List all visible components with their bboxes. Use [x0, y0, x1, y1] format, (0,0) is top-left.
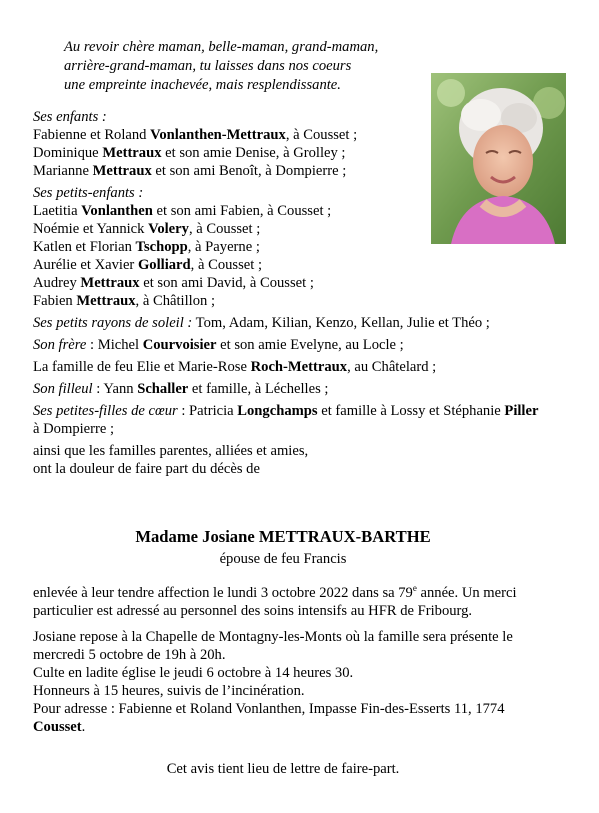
- closing-line: ainsi que les familles parentes, alliées et amies,: [33, 443, 309, 459]
- paragraph-text: année. Un merci particulier est adressé au personnel des soins intensifs au HFR de Fribourg.: [33, 585, 517, 619]
- relative-name: Roch-Mettraux: [250, 359, 348, 375]
- address-line: [33, 700, 545, 736]
- relative-text: : Patricia: [177, 403, 238, 419]
- godson-entry: [33, 380, 543, 398]
- announcement-body: [33, 584, 545, 736]
- relative-name: Longchamps: [237, 403, 318, 419]
- relative-text: à Dompierre ;: [33, 421, 115, 437]
- list-item: [33, 238, 543, 256]
- paragraph-text: enlevée à leur tendre affection le lundi 3 octobre 2022 dans sa 79: [33, 585, 413, 601]
- relative-name: Tschopp: [135, 239, 188, 255]
- relative-name: Mettraux: [92, 163, 152, 179]
- intro-line: arrière-grand-maman, tu laisses dans nos coeurs: [64, 58, 352, 74]
- relative-text: Aurélie et Xavier: [33, 257, 138, 273]
- paragraph: [33, 584, 545, 620]
- relative-text: Noémie et Yannick: [33, 221, 149, 237]
- relative-name: Mettraux: [102, 145, 162, 161]
- address-city: Cousset: [33, 719, 82, 735]
- relative-name: Mettraux: [80, 275, 140, 291]
- rays-names: Tom, Adam, Kilian, Kenzo, Kellan, Julie et Théo ;: [192, 315, 490, 331]
- list-item: [33, 144, 543, 162]
- relative-text: , au Châtelard ;: [347, 359, 437, 375]
- relative-text: : Yann: [92, 381, 138, 397]
- children-heading: Ses enfants :: [33, 109, 107, 125]
- relative-text: , à Cousset ;: [190, 257, 263, 273]
- late-family-entry: [33, 358, 543, 376]
- relative-text: et son ami Benoît, à Dompierre ;: [151, 163, 347, 179]
- relative-text: Fabien: [33, 293, 77, 309]
- intro-line: une empreinte inachevée, mais resplendissante.: [64, 77, 341, 93]
- deceased-name: Madame Josiane METTRAUX-BARTHE: [135, 527, 431, 546]
- relative-text: et son amie Denise, à Grolley ;: [161, 145, 346, 161]
- hearts-heading: Ses petites-filles de cœur: [33, 403, 178, 419]
- relative-text: Laetitia: [33, 203, 82, 219]
- family-list: [33, 108, 543, 478]
- brother-entry: [33, 336, 543, 354]
- relative-text: Dominique: [33, 145, 103, 161]
- relative-text: La famille de feu Elie et Marie-Rose: [33, 359, 251, 375]
- relative-text: et son ami Fabien, à Cousset ;: [152, 203, 332, 219]
- ordinal-suffix: e: [412, 583, 417, 594]
- list-item: [33, 162, 543, 180]
- intro-verse: [64, 38, 424, 95]
- relative-name: Vonlanthen-Mettraux: [150, 127, 286, 143]
- relative-name: Courvoisier: [142, 337, 217, 353]
- address-text: .: [81, 719, 86, 735]
- relative-text: Audrey: [33, 275, 81, 291]
- relative-text: Marianne: [33, 163, 93, 179]
- deceased-subtitle: épouse de feu Francis: [219, 551, 347, 567]
- relative-text: et famille à Lossy et Stéphanie: [317, 403, 505, 419]
- relative-name: Volery: [148, 221, 189, 237]
- relative-name: Mettraux: [76, 293, 136, 309]
- relative-name: Piller: [504, 403, 539, 419]
- paragraph-text: Josiane repose à la Chapelle de Montagny-les-Monts où la famille sera présente le mercredi 5 octobre de 19h à 20h.: [33, 629, 513, 663]
- relative-text: Katlen et Florian: [33, 239, 136, 255]
- relative-text: , à Châtillon ;: [135, 293, 215, 309]
- relative-text: , à Cousset ;: [285, 127, 358, 143]
- brother-heading: Son frère: [33, 337, 87, 353]
- list-item: [33, 256, 543, 274]
- paragraph-text: Honneurs à 15 heures, suivis de l’incinération.: [33, 683, 305, 699]
- rays-heading: Ses petits rayons de soleil :: [33, 315, 193, 331]
- paragraph-text: Culte en ladite église le jeudi 6 octobre à 14 heures 30.: [33, 665, 354, 681]
- relative-text: : Michel: [86, 337, 143, 353]
- relative-name: Golliard: [137, 257, 191, 273]
- relative-text: et son ami David, à Cousset ;: [139, 275, 314, 291]
- list-item: [33, 126, 543, 144]
- grandchildren-heading: Ses petits-enfants :: [33, 185, 144, 201]
- rays-entry: [33, 314, 543, 332]
- relative-name: Schaller: [137, 381, 189, 397]
- relative-text: et famille, à Léchelles ;: [188, 381, 329, 397]
- godson-heading: Son filleul: [33, 381, 93, 397]
- relative-text: , à Payerne ;: [187, 239, 260, 255]
- closing-line: ont la douleur de faire part du décès de: [33, 461, 260, 477]
- list-item: [33, 274, 543, 292]
- relative-text: , à Cousset ;: [188, 221, 261, 237]
- list-item: [33, 292, 543, 310]
- closing-note: Cet avis tient lieu de lettre de faire-part.: [166, 761, 400, 777]
- relative-text: Fabienne et Roland: [33, 127, 151, 143]
- address-text: Pour adresse : Fabienne et Roland Vonlanthen, Impasse Fin-des-Esserts 11, 1774: [33, 701, 505, 717]
- intro-line: Au revoir chère maman, belle-maman, grand-maman,: [64, 39, 379, 55]
- relative-name: Vonlanthen: [81, 203, 153, 219]
- list-item: [33, 202, 543, 220]
- relative-text: et son amie Evelyne, au Locle ;: [216, 337, 404, 353]
- list-item: [33, 220, 543, 238]
- paragraph: [33, 628, 545, 736]
- hearts-entry: [33, 402, 543, 438]
